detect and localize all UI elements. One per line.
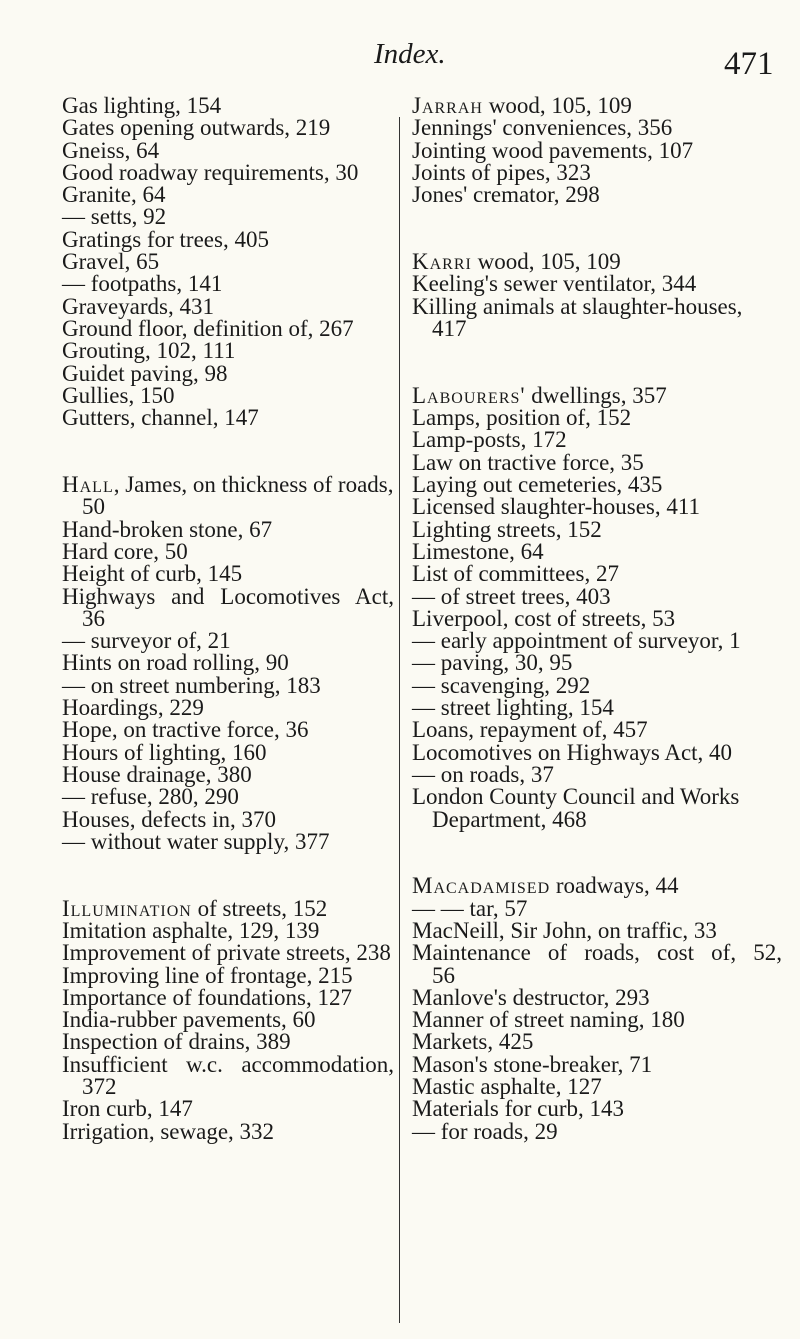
index-entry: — early appointment of surveyor, 1: [412, 628, 741, 654]
index-section-k: [412, 251, 782, 340]
section-lead-word: Labourers': [412, 382, 526, 408]
index-entry: Graveyards, 431: [62, 293, 215, 319]
index-entry: Maintenance of roads, cost of, 52,: [412, 940, 782, 966]
index-entry-continuation: 50: [82, 494, 105, 520]
index-entry: — surveyor of, 21: [62, 628, 231, 654]
index-entry-continuation: 56: [432, 962, 455, 988]
index-entry: Ground floor, definition of, 267: [62, 315, 354, 341]
section-lead-entry: [412, 251, 782, 273]
index-entry: — on street numbering, 183: [62, 672, 321, 698]
index-entry: — without water supply, 377: [62, 828, 330, 854]
index-entry: Mason's stone-breaker, 71: [412, 1051, 653, 1077]
index-entry-continuation: 36: [82, 605, 105, 631]
index-entry: — scavenging, 292: [412, 672, 591, 698]
index-entry: Loans, repayment of, 457: [412, 717, 648, 743]
index-entry: Limestone, 64: [412, 538, 544, 564]
index-entry: Hoardings, 229: [62, 695, 204, 721]
index-entry: India-rubber pavements, 60: [62, 1007, 316, 1033]
index-entry: Locomotives on Highways Act, 40: [412, 739, 733, 765]
index-entry: Licensed slaughter-houses, 411: [412, 494, 701, 520]
index-entry: — for roads, 29: [412, 1118, 558, 1144]
index-column-right: [412, 95, 782, 1188]
index-entry: Height of curb, 145: [62, 561, 243, 587]
index-entry: — paving, 30, 95: [412, 650, 573, 676]
index-entry: Lamp-posts, 172: [412, 427, 567, 453]
index-entry: Laying out cemeteries, 435: [412, 472, 663, 498]
index-entry: Manner of street naming, 180: [412, 1007, 685, 1033]
index-entry: Markets, 425: [412, 1029, 534, 1055]
section-lead-entry: [412, 95, 782, 117]
index-entry: Improving line of frontage, 215: [62, 962, 353, 988]
index-entry: — refuse, 280, 290: [62, 784, 239, 810]
index-entry: Gneiss, 64: [62, 137, 160, 163]
index-entry-continuation: Department, 468: [432, 806, 587, 832]
index-entry: Good roadway requirements, 30: [62, 159, 359, 185]
index-entry: — street lighting, 154: [412, 695, 614, 721]
index-entry: Iron curb, 147: [62, 1096, 193, 1122]
index-section-i: [62, 895, 394, 1144]
index-entry: Gratings for trees, 405: [62, 226, 269, 252]
section-lead-rest: of streets, 152: [191, 895, 328, 921]
section-lead-word: Hall: [62, 472, 114, 498]
section-lead-entry: [412, 875, 782, 897]
index-entry: Law on tractive force, 35: [412, 449, 644, 475]
page-number: 471: [724, 46, 774, 82]
index-entry: Keeling's sewer ventilator, 344: [412, 271, 697, 297]
index-entry: Guidet paving, 98: [62, 360, 228, 386]
index-entry: Materials for curb, 143: [412, 1096, 625, 1122]
section-lead-entry: [62, 474, 394, 496]
section-lead-word: Illumination: [62, 895, 192, 921]
index-section-h: [62, 474, 394, 853]
index-entry: Joints of pipes, 323: [412, 159, 591, 185]
index-column-left: [62, 95, 394, 1188]
index-section-g: [62, 95, 394, 429]
index-entry: Gravel, 65: [62, 249, 160, 275]
index-entry: Granite, 64: [62, 182, 166, 208]
section-lead-entry: [62, 895, 394, 921]
index-entry: Irrigation, sewage, 332: [62, 1118, 275, 1144]
index-section-l: [412, 382, 782, 832]
section-lead-rest: dwellings, 357: [525, 382, 667, 408]
page-header: [0, 34, 800, 90]
index-entry: Manlove's destructor, 293: [412, 984, 650, 1010]
index-entry: Hand-broken stone, 67: [62, 516, 273, 542]
index-entry: Jones' cremator, 298: [412, 182, 600, 208]
index-entry: Highways and Locomotives Act,: [62, 583, 394, 609]
index-entry: Hints on road rolling, 90: [62, 650, 289, 676]
section-lead-rest: , James, on thickness of roads,: [113, 472, 394, 498]
index-section-m: [412, 875, 782, 1143]
index-entry: Lamps, position of, 152: [412, 405, 632, 431]
section-lead-word: Jarrah: [412, 93, 483, 118]
index-entry: Insufficient w.c. accommodation,: [62, 1051, 394, 1077]
index-entry: — of street trees, 403: [412, 583, 611, 609]
index-entry: Hope, on tractive force, 36: [62, 717, 309, 743]
index-entry: House drainage, 380: [62, 761, 252, 787]
column-divider: [399, 117, 400, 1323]
section-lead-word: Macadamised: [412, 873, 551, 899]
index-entry: Mastic asphalte, 127: [412, 1074, 602, 1100]
index-entry: — footpaths, 141: [62, 271, 223, 297]
section-lead-word: Karri: [412, 249, 472, 275]
index-entry: Gutters, channel, 147: [62, 405, 259, 431]
index-entry: Inspection of drains, 389: [62, 1029, 291, 1055]
index-entry: Houses, defects in, 370: [62, 806, 276, 832]
section-lead-entry: [412, 382, 782, 408]
index-entry: Grouting, 102, 111: [62, 338, 236, 364]
index-entry: List of committees, 27: [412, 561, 619, 587]
index-entry: MacNeill, Sir John, on traffic, 33: [412, 917, 717, 943]
index-entry: Hard core, 50: [62, 538, 188, 564]
index-entry: Killing animals at slaughter-houses,: [412, 293, 743, 319]
index-entry: Liverpool, cost of streets, 53: [412, 605, 676, 631]
index-entry-continuation: 372: [82, 1074, 117, 1100]
index-entry: Lighting streets, 152: [412, 516, 602, 542]
index-entry: Gullies, 150: [62, 382, 175, 408]
index-entry: Gates opening outwards, 219: [62, 115, 331, 141]
index-section-j: [412, 95, 782, 206]
index-entry: Importance of foundations, 127: [62, 984, 352, 1010]
index-entry-continuation: 417: [432, 315, 467, 341]
index-entry: Hours of lighting, 160: [62, 739, 267, 765]
running-title: Index.: [374, 38, 446, 70]
index-entry: Improvement of private streets, 238: [62, 940, 391, 966]
index-entry: — — tar, 57: [412, 895, 528, 921]
index-entry: — on roads, 37: [412, 761, 554, 787]
index-entry: Gas lighting, 154: [62, 93, 222, 118]
index-entry: London County Council and Works: [412, 784, 740, 810]
index-entry: — setts, 92: [62, 204, 167, 230]
index-entry: Jointing wood pavements, 107: [412, 137, 694, 163]
section-lead-rest: wood, 105, 109: [471, 249, 621, 275]
section-lead-rest: wood, 105, 109: [482, 93, 632, 118]
section-lead-rest: roadways, 44: [550, 873, 679, 899]
index-entry: Imitation asphalte, 129, 139: [62, 917, 320, 943]
index-entry: Jennings' conveniences, 356: [412, 115, 673, 141]
